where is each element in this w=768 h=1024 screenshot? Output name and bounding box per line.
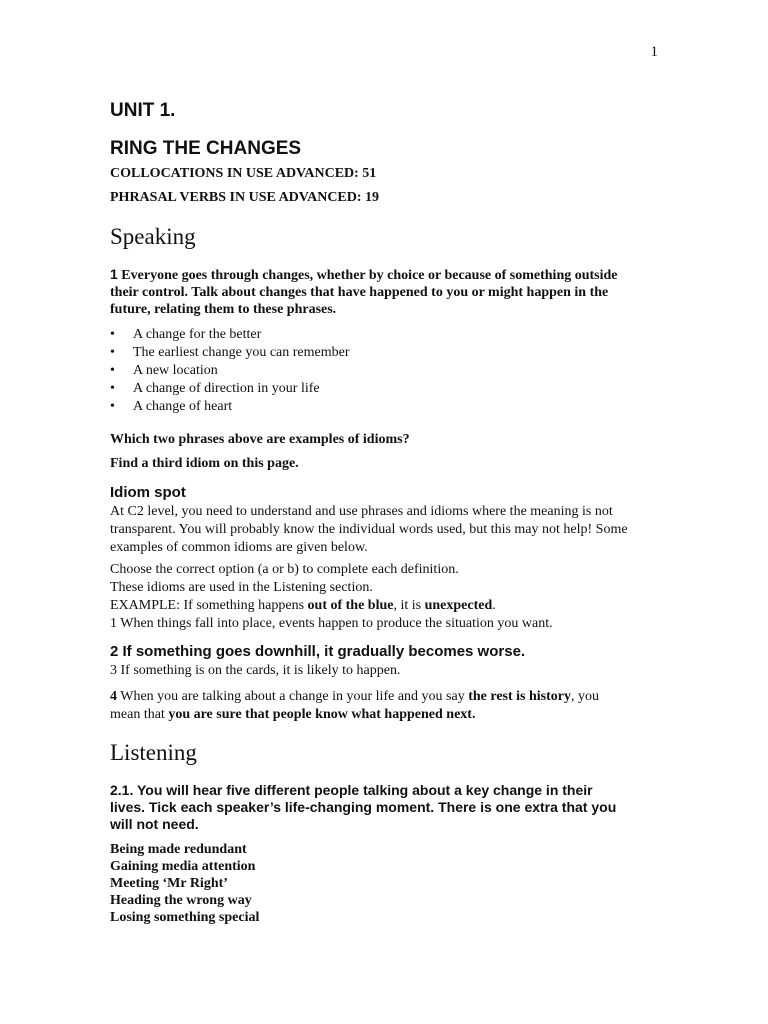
idiom-item-3: 3 If something is on the cards, it is likely to happen. (110, 663, 401, 678)
example-text: . (492, 598, 496, 613)
list-item (110, 398, 630, 416)
list-item (110, 362, 630, 380)
idiom-spot-intro: At C2 level, you need to understand and use phrases and idioms where the meaning is not transparent. You will probably know the individual words used, but this may not help! Some examples of common idioms are given below. (110, 504, 628, 555)
idiom-item-4 (110, 688, 630, 724)
list-item: Gaining media attention (110, 859, 256, 874)
example-definition: unexpected (424, 598, 493, 613)
exercise-number: 1 (110, 266, 118, 282)
idiom-item-2: 2 If something goes downhill, it gradually becomes worse. (110, 643, 526, 660)
bullet: • (110, 399, 115, 414)
instruction-line: These idioms are used in the Listening section. (110, 580, 373, 595)
example-text: , it is (393, 598, 425, 613)
idioms-question: Which two phrases above are examples of idioms? (110, 432, 410, 447)
bullet: • (110, 327, 115, 342)
bullet: • (110, 381, 115, 396)
unit-title: RING THE CHANGES (110, 138, 302, 159)
phrase-text: A change of heart (133, 399, 233, 414)
bullet: • (110, 363, 115, 378)
unit-label: UNIT 1. (110, 100, 176, 121)
reference-phrasal-verbs: PHRASAL VERBS IN USE ADVANCED: 19 (110, 190, 380, 205)
list-item (110, 380, 630, 398)
speaking-heading: Speaking (110, 224, 196, 249)
page-content (110, 100, 630, 926)
list-item: Heading the wrong way (110, 893, 252, 908)
phrase-text: The earliest change you can remember (133, 345, 350, 360)
example-line (110, 597, 630, 615)
item-idiom: the rest is history (468, 689, 571, 704)
idiom-item-1: 1 When things fall into place, events happen to produce the situation you want. (110, 616, 553, 631)
list-item (110, 344, 630, 362)
listening-heading: Listening (110, 740, 197, 765)
idiom-spot-heading: Idiom spot (110, 484, 186, 501)
item-text: , you mean that (110, 689, 599, 722)
listening-options (110, 841, 630, 926)
list-item: Being made redundant (110, 842, 247, 857)
phrase-text: A change of direction in your life (133, 381, 320, 396)
list-item: Meeting ‘Mr Right’ (110, 876, 228, 891)
phrase-text: A change for the better (133, 327, 262, 342)
speaking-instructions (110, 266, 630, 318)
example-text: EXAMPLE: If something happens (110, 598, 308, 613)
list-item (110, 326, 630, 344)
bullet: • (110, 345, 115, 360)
page-number: 1 (650, 44, 658, 60)
instruction-line: Choose the correct option (a or b) to complete each definition. (110, 562, 459, 577)
phrase-list (110, 326, 630, 416)
example-idiom: out of the blue (307, 598, 394, 613)
phrase-text: A new location (133, 363, 218, 378)
listening-question: 2.1. You will hear five different people talking about a key change in their lives. Tick each speaker’s life-changing moment. There is one extra that you will not need. (110, 782, 617, 832)
item-text: When you are talking about a change in your life and you say (117, 689, 469, 704)
third-idiom-question: Find a third idiom on this page. (110, 456, 299, 471)
reference-collocations: COLLOCATIONS IN USE ADVANCED: 51 (110, 166, 377, 181)
item-number: 4 (110, 689, 117, 704)
speaking-instructions-text: Everyone goes through changes, whether by choice or because of something outside their control. Talk about changes that have happened to you or might happen in the future, relating them to these phrases. (110, 268, 618, 317)
list-item: Losing something special (110, 910, 260, 925)
item-definition: you are sure that people know what happened next. (168, 707, 476, 722)
